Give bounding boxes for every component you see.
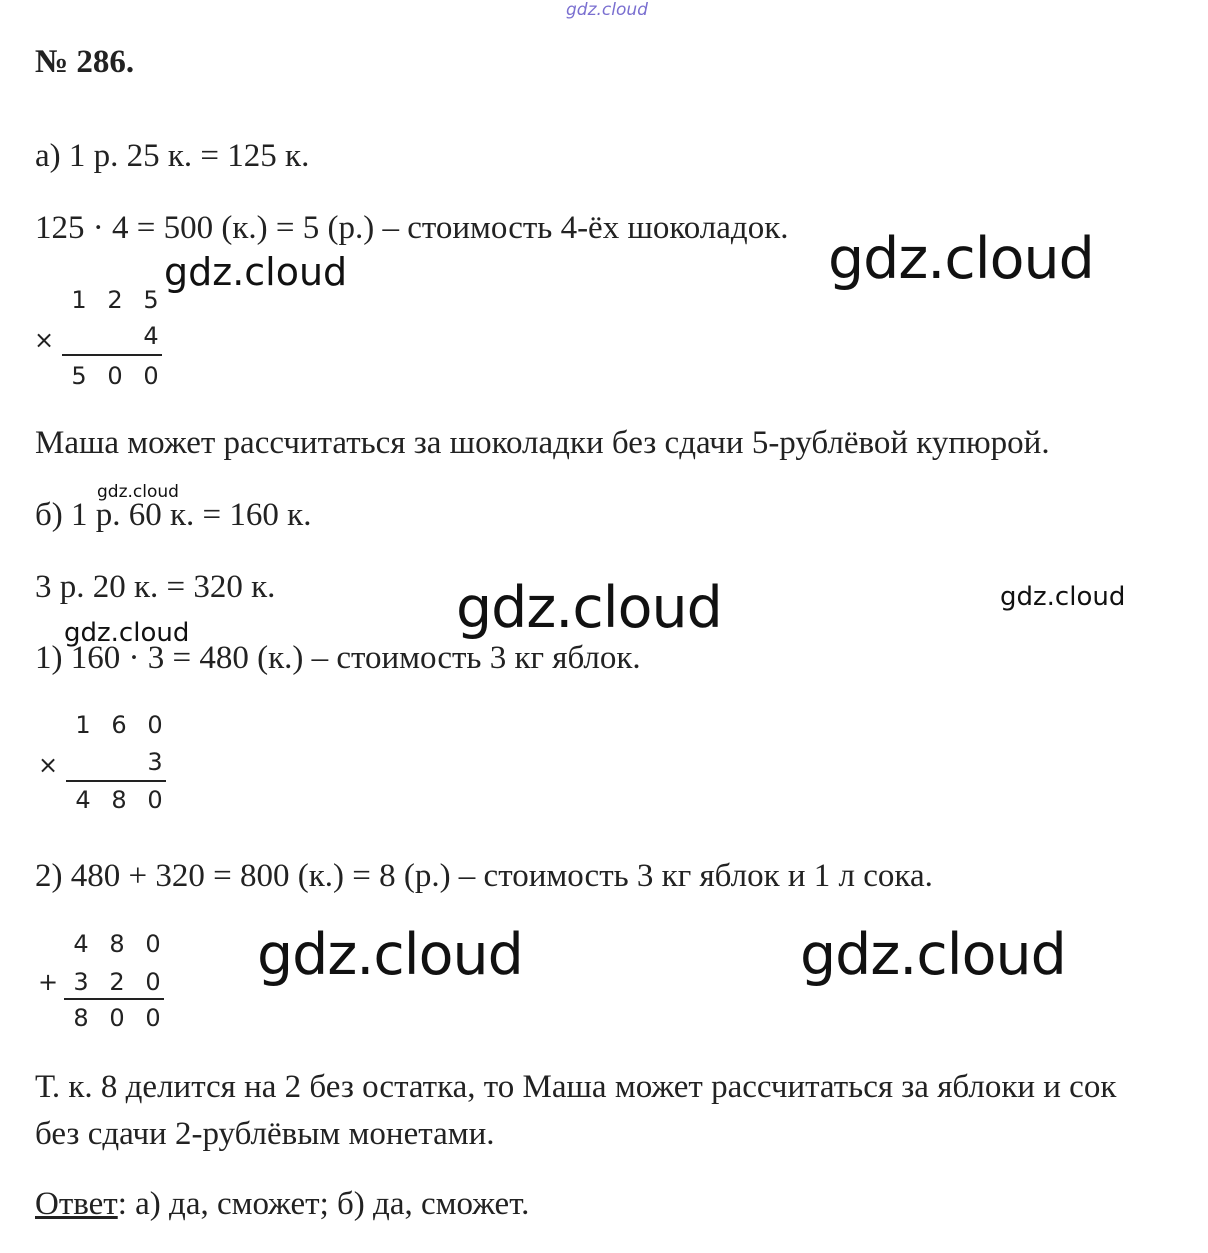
calc-digit: 5: [143, 286, 159, 314]
answer-line: [35, 1184, 529, 1224]
part-a-line1: а) 1 р. 25 к. = 125 к.: [35, 138, 310, 174]
watermark-text: gdz.cloud: [257, 922, 523, 988]
calc-digit: 0: [147, 786, 163, 814]
part-b-conclusion-2: без сдачи 2-рублёвым монетами.: [35, 1116, 495, 1152]
calc-digit: 5: [71, 362, 87, 390]
watermark-text: gdz.cloud: [97, 482, 179, 502]
calc-digit: 0: [143, 362, 159, 390]
calc-digit: 0: [147, 711, 163, 739]
operator-sign: ×: [34, 326, 55, 354]
calc-rule: [62, 354, 162, 356]
part-b-step2: 2) 480 + 320 = 800 (к.) = 8 (р.) – стоимость 3 кг яблок и 1 л сока.: [35, 858, 933, 894]
calc-digit: 6: [111, 711, 127, 739]
watermark-text: gdz.cloud: [456, 575, 722, 641]
calc-digit: 3: [147, 748, 163, 776]
watermark-text: gdz.cloud: [828, 226, 1094, 292]
watermark-text: gdz.cloud: [64, 618, 190, 648]
calc-digit: 0: [145, 968, 161, 996]
calc-digit: 8: [111, 786, 127, 814]
calc-digit: 3: [73, 968, 89, 996]
calc-digit: 2: [107, 286, 123, 314]
part-a-line2: 125 · 4 = 500 (к.) = 5 (р.) – стоимость 4-ёх шоколадок.: [35, 210, 789, 246]
part-b-line2: 3 р. 20 к. = 320 к.: [35, 569, 276, 605]
calc-digit: 4: [75, 786, 91, 814]
part-b-step1: 1) 160 · 3 = 480 (к.) – стоимость 3 кг яблок.: [35, 640, 641, 676]
calc-digit: 2: [109, 968, 125, 996]
answer-text: : а) да, сможет; б) да, сможет.: [117, 1186, 530, 1222]
calc-rule: [64, 998, 164, 1000]
operator-sign: ×: [38, 751, 59, 779]
operator-sign: +: [38, 968, 59, 996]
part-b-conclusion-1: Т. к. 8 делится на 2 без остатка, то Маша может рассчитаться за яблоки и сок: [35, 1069, 1117, 1105]
watermark-text: gdz.cloud: [1000, 582, 1126, 612]
calc-digit: 0: [109, 1004, 125, 1032]
calc-rule: [66, 780, 166, 782]
watermark-text: gdz.cloud: [164, 250, 348, 294]
calc-digit: 0: [107, 362, 123, 390]
calc-digit: 0: [145, 1004, 161, 1032]
answer-label: Ответ: [35, 1186, 118, 1222]
calc-digit: 8: [109, 930, 125, 958]
calc-digit: 4: [143, 322, 159, 350]
part-a-conclusion: Маша может рассчитаться за шоколадки без сдачи 5-рублёвой купюрой.: [35, 425, 1050, 461]
calc-digit: 4: [73, 930, 89, 958]
calc-digit: 1: [75, 711, 91, 739]
calc-digit: 0: [145, 930, 161, 958]
calc-digit: 8: [73, 1004, 89, 1032]
part-b-line1: б) 1 р. 60 к. = 160 к.: [35, 497, 312, 533]
problem-title: № 286.: [35, 44, 135, 80]
watermark-text: gdz.cloud: [800, 922, 1066, 988]
watermark-top: gdz.cloud: [566, 0, 648, 20]
calc-digit: 1: [71, 286, 87, 314]
